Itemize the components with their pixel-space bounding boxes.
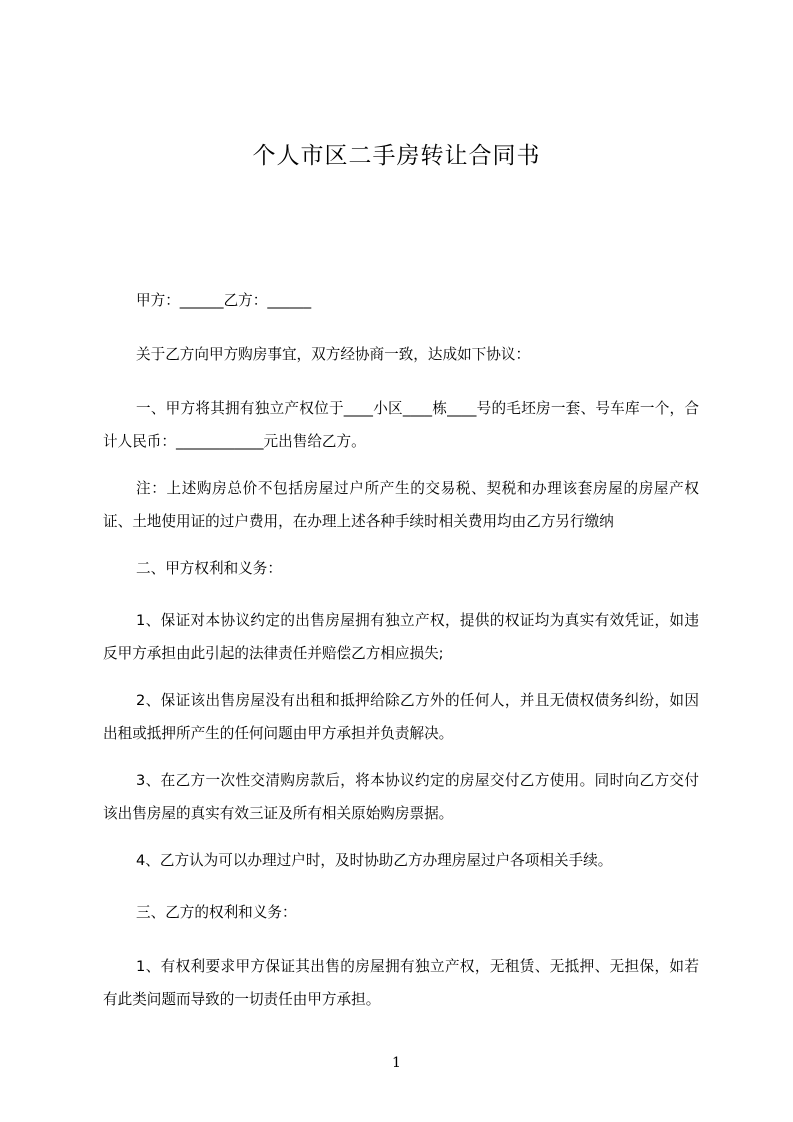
section-2-item-4: 4、乙方认为可以办理过户时，及时协助乙方办理房屋过户各项相关手续。 bbox=[136, 852, 613, 869]
page-number: 1 bbox=[392, 1055, 401, 1071]
section-2-item-1: 1、保证对本协议约定的出售房屋拥有独立产权，提供的权证均为真实有效凭证，如违反甲方承担由此引起的法律责任并赔偿乙方相应损失; bbox=[103, 612, 699, 662]
clause-1-paragraph: 一、甲方将其拥有独立产权位于____小区____栋____号的毛坯房一套、号车库一个，合计人民币：____________元出售给乙方。 bbox=[103, 400, 699, 450]
section-2-heading: 二、甲方权利和义务： bbox=[136, 560, 282, 577]
section-3-heading: 三、乙方的权利和义务： bbox=[136, 904, 297, 921]
section-2-item-2: 2、保证该出售房屋没有出租和抵押给除乙方外的任何人，并且无债权债务纠纷，如因出租或抵押所产生的任何问题由甲方承担并负责解决。 bbox=[103, 692, 699, 742]
section-3-item-1: 1、有权利要求甲方保证其出售的房屋拥有独立产权，无租赁、无抵押、无担保，如若有此类问题而导致的一切责任由甲方承担。 bbox=[103, 958, 699, 1008]
document-title: 个人市区二手房转让合同书 bbox=[252, 143, 541, 169]
note-paragraph: 注：上述购房总价不包括房屋过户所产生的交易税、契税和办理该套房屋的房屋产权证、土地使用证的过户费用，在办理上述各种手续时相关费用均由乙方另行缴纳 bbox=[103, 480, 699, 530]
parties-line: 甲方：______乙方：______ bbox=[136, 292, 312, 309]
section-2-item-3: 3、在乙方一次性交清购房款后，将本协议约定的房屋交付乙方使用。同时向乙方交付该出售房屋的真实有效三证及所有相关原始购房票据。 bbox=[103, 772, 699, 822]
intro-paragraph: 关于乙方向甲方购房事宜，双方经协商一致，达成如下协议： bbox=[136, 346, 531, 363]
